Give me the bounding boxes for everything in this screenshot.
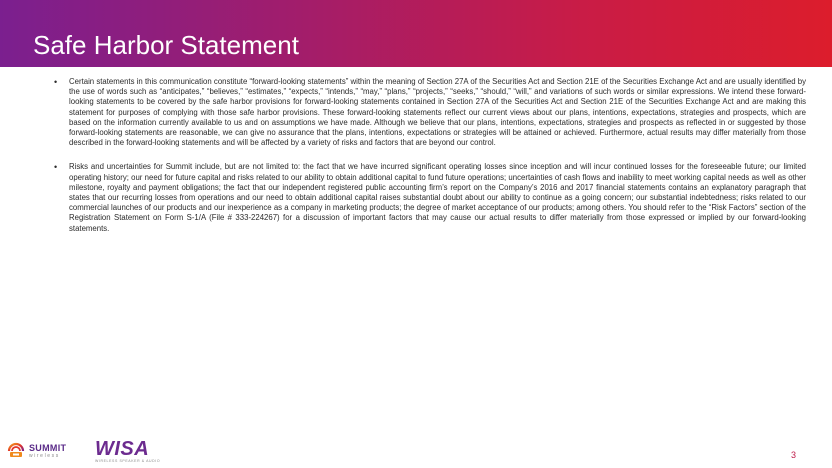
bullet-text: Risks and uncertainties for Summit include, but are not limited to: the fact that we have incurred significant operating losses since inception and will incur continued losses for the foreseeable future; our limited operating history; our need for future capital and risks related to our ability to obtain additional capital to fund future operations; uncertainties of cash flows and inability to meet working capital needs as well as other milestone, royalty and payment obligations; the fact that our independent registered public accounting firm’s report on the Company’s 2016 and 2017 financial statements contains an explanatory paragraph that states that our recurring losses from operations and our need to obtain additional capital raises substantial doubt about our ability to continue as a going concern; our substantial indebtedness; risks related to our commercial launches of our products and our inexperience as a company in marketing products; the degree of market acceptance of our products; among others. You should refer to the “Risk Factors” section of the Registration Statement on Form S-1/A (File # 333-224267) for a discussion of important factors that may cause our actual results to differ materially from those expressed or implied by our forward-looking statements.: [69, 162, 806, 233]
summit-logo-icon: [7, 442, 25, 460]
footer: [0, 436, 832, 468]
bullet-text: Certain statements in this communication constitute “forward-looking statements” within the meaning of Section 27A of the Securities Act and Section 21E of the Securities Exchange Act and are usually identified by the use of words such as “anticipates,” “believes,” “estimates,” “expects,” “intends,” “may,” “plans,” “projects,” “seeks,” “should,” “will,” and variations of such words or similar expressions. We intend these forward-looking statements to be covered by the safe harbor provisions for forward-looking statements contained in Section 27A of the Securities Act and Section 21E of the Securities Exchange Act and are making this statement for purposes of complying with those safe harbor provisions. These forward-looking statements reflect our current views about our plans, intentions, expectations, strategies and prospects, which are based on the information currently available to us and on assumptions we have made. Although we believe that our plans, intentions, expectations, strategies and prospects as reflected in or suggested by those forward-looking statements are reasonable, we can give no assurance that the plans, intentions, expectations or strategies will be attained or achieved. Furthermore, actual results may differ materially from those described in the forward-looking statements and will be affected by a variety of risks and factors that are beyond our control.: [69, 77, 806, 148]
wisa-tagline: WIRELESS SPEAKER & AUDIO: [95, 459, 161, 463]
content-area: [54, 77, 806, 248]
slide-title: Safe Harbor Statement: [33, 30, 299, 60]
summit-wordmark: [29, 444, 66, 459]
bullet-item: [54, 77, 806, 148]
title-banner: [0, 0, 832, 67]
summit-tagline: wireless: [29, 452, 60, 459]
summit-name: SUMMIT: [29, 442, 67, 453]
summit-wireless-logo: [7, 440, 66, 462]
page-number: 3: [790, 450, 796, 460]
bullet-item: [54, 162, 806, 233]
bullet-marker: •: [54, 77, 58, 87]
wisa-wordmark: WISA: [95, 438, 150, 460]
bullet-marker: •: [54, 162, 58, 173]
wisa-logo: [95, 439, 160, 465]
